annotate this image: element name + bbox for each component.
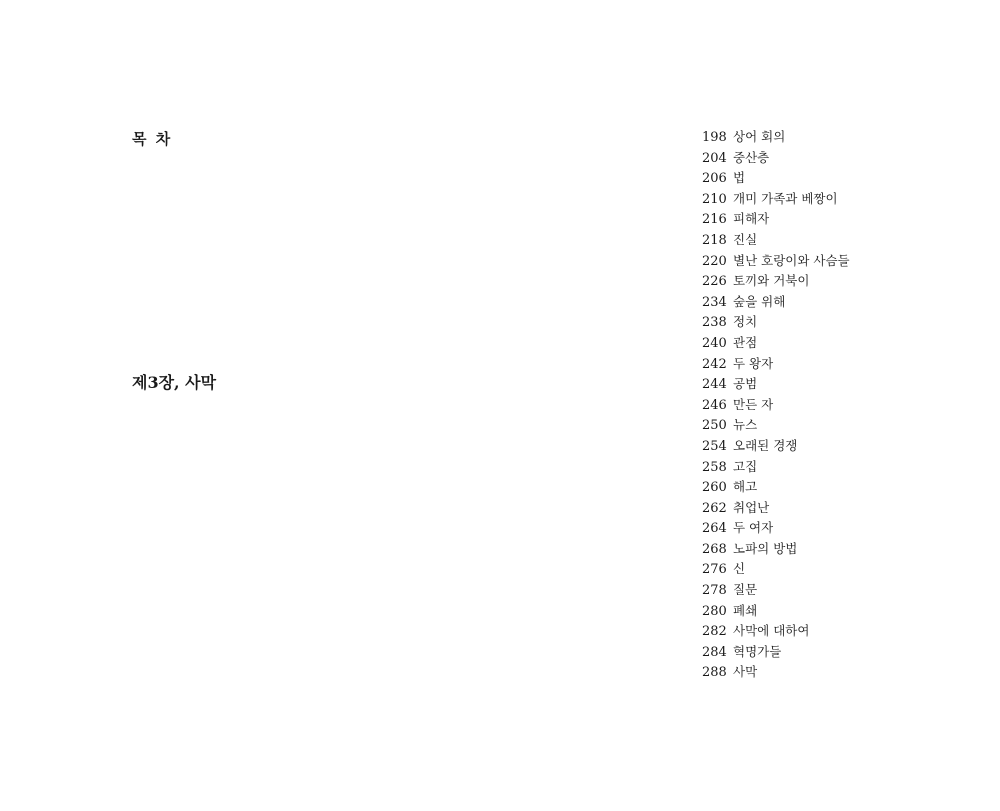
toc-entry-title: 질문: [733, 582, 758, 598]
toc-entry: [702, 189, 850, 210]
toc-entry-page: 220: [702, 253, 727, 269]
toc-entry: [702, 457, 850, 478]
toc-entry: [702, 498, 850, 519]
toc-entry: [702, 539, 850, 560]
toc-entry-title: 정치: [733, 314, 758, 330]
toc-entry-title: 중산층: [733, 149, 770, 165]
toc-entry-title: 노파의 방법: [733, 540, 798, 556]
toc-entry-page: 198: [702, 130, 727, 145]
toc-entry: [702, 354, 850, 375]
toc-entry-page: 280: [702, 603, 727, 619]
toc-entry-page: 242: [702, 356, 727, 372]
toc-entry-title: 공범: [733, 376, 758, 392]
toc-entry-page: 238: [702, 315, 727, 331]
toc-entry-title: 개미 가족과 베짱이: [733, 190, 838, 206]
toc-entry: [702, 601, 850, 622]
toc-entry-title: 신: [733, 561, 746, 577]
toc-entry-page: 234: [702, 294, 727, 310]
toc-entry-page: 218: [702, 232, 727, 248]
toc-list: [702, 127, 850, 683]
toc-entry-page: 250: [702, 418, 727, 434]
toc-heading: 목 차: [132, 130, 173, 148]
toc-entry-title: 진실: [733, 231, 758, 247]
toc-entry: [702, 642, 850, 663]
toc-entry-title: 별난 호랑이와 사슴들: [733, 252, 850, 268]
toc-entry: [702, 518, 850, 539]
toc-entry: [702, 292, 850, 313]
toc-entry: [702, 621, 850, 642]
toc-entry: [702, 333, 850, 354]
toc-entry-page: 226: [702, 274, 727, 290]
toc-entry: [702, 230, 850, 251]
toc-entry-page: 210: [702, 191, 727, 207]
toc-entry-title: 만든 자: [733, 396, 774, 412]
toc-entry: [702, 312, 850, 333]
toc-entry: [702, 251, 850, 272]
toc-entry: [702, 271, 850, 292]
toc-entry-page: 278: [702, 583, 727, 599]
toc-entry-page: 204: [702, 150, 727, 166]
toc-entry-page: 206: [702, 171, 727, 187]
toc-entry-title: 상어 회의: [733, 129, 786, 144]
toc-entry-page: 276: [702, 562, 727, 578]
toc-entry: [702, 209, 850, 230]
toc-entry-page: 260: [702, 480, 727, 496]
toc-entry-page: 258: [702, 459, 727, 475]
toc-entry-page: 244: [702, 377, 727, 393]
toc-entry: [702, 477, 850, 498]
toc-entry: [702, 436, 850, 457]
toc-entry-page: 288: [702, 665, 727, 681]
toc-entry: [702, 559, 850, 580]
toc-entry-title: 사막에 대하여: [733, 623, 810, 639]
toc-entry: [702, 148, 850, 169]
toc-entry-title: 법: [733, 170, 746, 186]
toc-entry-page: 246: [702, 397, 727, 413]
toc-entry-title: 오래된 경쟁: [733, 437, 798, 453]
chapter-title: 제3장, 사막: [132, 373, 217, 392]
toc-entry-title: 취업난: [733, 499, 770, 515]
toc-entry-title: 관점: [733, 334, 758, 350]
toc-entry: [702, 415, 850, 436]
toc-entry: [702, 395, 850, 416]
toc-entry-title: 피해자: [733, 211, 770, 227]
toc-entry-page: 240: [702, 335, 727, 351]
toc-entry-page: 262: [702, 500, 727, 516]
toc-entry-title: 사막: [733, 664, 758, 680]
toc-entry: [702, 127, 850, 148]
toc-entry-title: 혁명가들: [733, 643, 782, 659]
toc-entry: [702, 580, 850, 601]
toc-entry-title: 두 왕자: [733, 355, 774, 371]
toc-entry: [702, 662, 850, 683]
toc-entry-title: 고집: [733, 458, 758, 474]
toc-entry-page: 216: [702, 212, 727, 228]
toc-entry-page: 254: [702, 438, 727, 454]
toc-entry-title: 숲을 위해: [733, 293, 786, 309]
toc-entry-title: 해고: [733, 479, 758, 495]
toc-entry-page: 284: [702, 644, 727, 660]
toc-entry: [702, 168, 850, 189]
toc-entry: [702, 374, 850, 395]
toc-entry-title: 토끼와 거북이: [733, 273, 810, 289]
toc-entry-page: 268: [702, 541, 727, 557]
toc-entry-title: 뉴스: [733, 417, 758, 433]
toc-entry-page: 264: [702, 521, 727, 537]
toc-entry-title: 두 여자: [733, 520, 774, 536]
toc-entry-title: 폐쇄: [733, 602, 758, 618]
toc-entry-page: 282: [702, 624, 727, 640]
